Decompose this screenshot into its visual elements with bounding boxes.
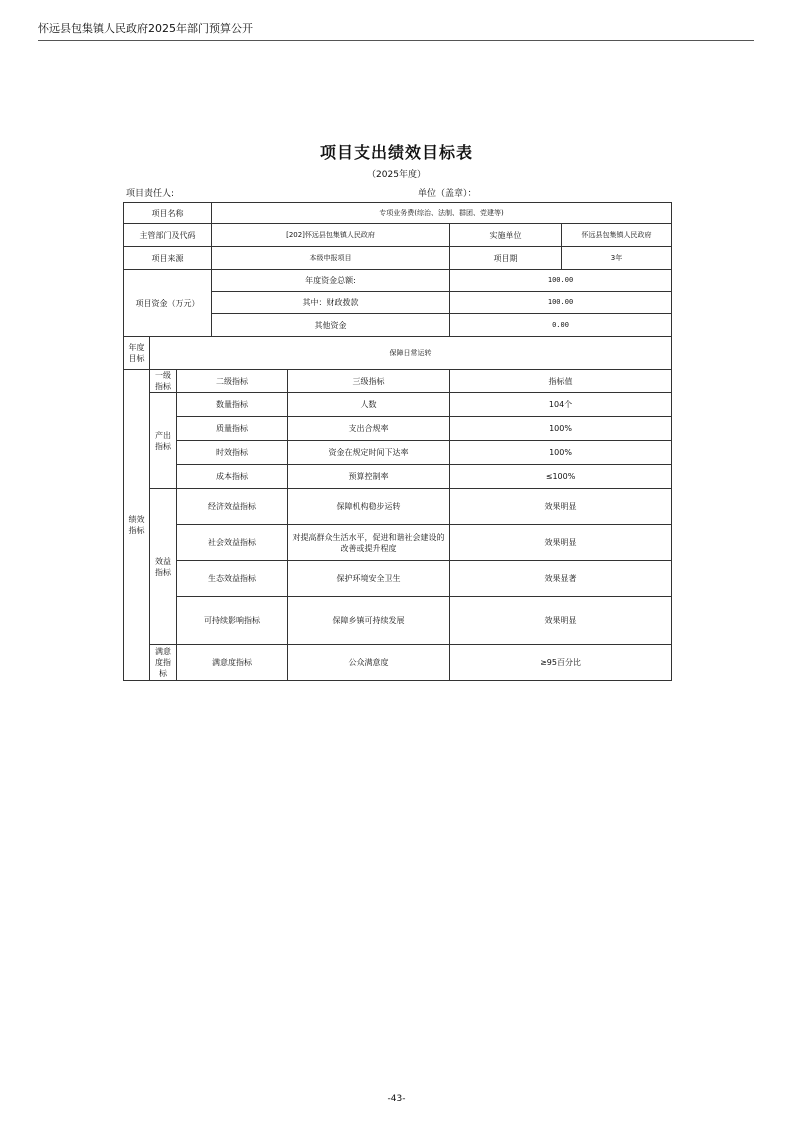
project-source-label: 项目来源 — [124, 247, 212, 270]
project-source-value: 本级申报项目 — [212, 247, 450, 270]
output-l3: 支出合规率 — [288, 417, 450, 441]
benefit-value: 效果明显 — [450, 525, 672, 561]
header-level1: 一级指标 — [150, 370, 177, 393]
header-level2: 二级指标 — [177, 370, 288, 393]
benefit-l2: 可持续影响指标 — [177, 597, 288, 645]
impl-unit-value: 怀远县包集镇人民政府 — [562, 224, 672, 247]
funds-total-label: 年度资金总额: — [212, 270, 450, 292]
output-value: ≤100% — [450, 465, 672, 489]
benefit-l2: 经济效益指标 — [177, 489, 288, 525]
satisfaction-value: ≥95百分比 — [450, 645, 672, 681]
dept-value: [202]怀远县包集镇人民政府 — [212, 224, 450, 247]
output-l3: 人数 — [288, 393, 450, 417]
funds-other-label: 其他资金 — [212, 314, 450, 337]
funds-total-value: 100.00 — [450, 270, 672, 292]
unit-seal-label: 单位（盖章）： — [418, 189, 477, 199]
benefit-l3: 保障乡镇可持续发展 — [288, 597, 450, 645]
output-value: 100% — [450, 417, 672, 441]
funds-fiscal-value: 100.00 — [450, 292, 672, 314]
output-value: 104个 — [450, 393, 672, 417]
header-level3: 三级指标 — [288, 370, 450, 393]
annual-goal-label: 年度目标 — [124, 337, 150, 370]
benefit-l3: 对提高群众生活水平，促进和谐社会建设的改善或提升程度 — [288, 525, 450, 561]
responsible-person-label: 项目责任人: — [126, 189, 175, 199]
table-year: （2025年度） — [367, 170, 426, 180]
project-name-label: 项目名称 — [124, 203, 212, 224]
table-title: 项目支出绩效目标表 — [319, 143, 473, 162]
benefit-l2: 社会效益指标 — [177, 525, 288, 561]
funds-fiscal-label: 其中：财政拨款 — [212, 292, 450, 314]
page-number: -43- — [387, 1094, 406, 1104]
output-indicator-label: 产出指标 — [150, 393, 177, 489]
output-l3: 资金在规定时间下达率 — [288, 441, 450, 465]
output-value: 100% — [450, 441, 672, 465]
satisfaction-indicator-label: 满意度指标 — [150, 645, 177, 681]
benefit-indicator-label: 效益指标 — [150, 489, 177, 645]
output-l3: 预算控制率 — [288, 465, 450, 489]
benefit-l2: 生态效益指标 — [177, 561, 288, 597]
benefit-l3: 保障机构稳步运转 — [288, 489, 450, 525]
perf-indicator-label: 绩效指标 — [124, 370, 150, 681]
benefit-value: 效果显著 — [450, 561, 672, 597]
benefit-value: 效果明显 — [450, 597, 672, 645]
benefit-l3: 保护环境安全卫生 — [288, 561, 450, 597]
annual-goal-value: 保障日常运转 — [150, 337, 672, 370]
benefit-value: 效果明显 — [450, 489, 672, 525]
project-period-label: 项目期 — [450, 247, 562, 270]
output-l2: 数量指标 — [177, 393, 288, 417]
funds-label: 项目资金（万元） — [124, 270, 212, 337]
header-value: 指标值 — [450, 370, 672, 393]
satisfaction-l3: 公众满意度 — [288, 645, 450, 681]
satisfaction-l2: 满意度指标 — [177, 645, 288, 681]
output-l2: 质量指标 — [177, 417, 288, 441]
dept-label: 主管部门及代码 — [124, 224, 212, 247]
project-name-value: 专项业务费(综治、法制、群团、党建等) — [212, 203, 672, 224]
output-l2: 成本指标 — [177, 465, 288, 489]
performance-target-table — [123, 202, 672, 681]
page-header: 怀远县包集镇人民政府2025年部门预算公开 — [38, 22, 754, 41]
funds-other-value: 0.00 — [450, 314, 672, 337]
impl-unit-label: 实施单位 — [450, 224, 562, 247]
project-period-value: 3年 — [562, 247, 672, 270]
output-l2: 时效指标 — [177, 441, 288, 465]
